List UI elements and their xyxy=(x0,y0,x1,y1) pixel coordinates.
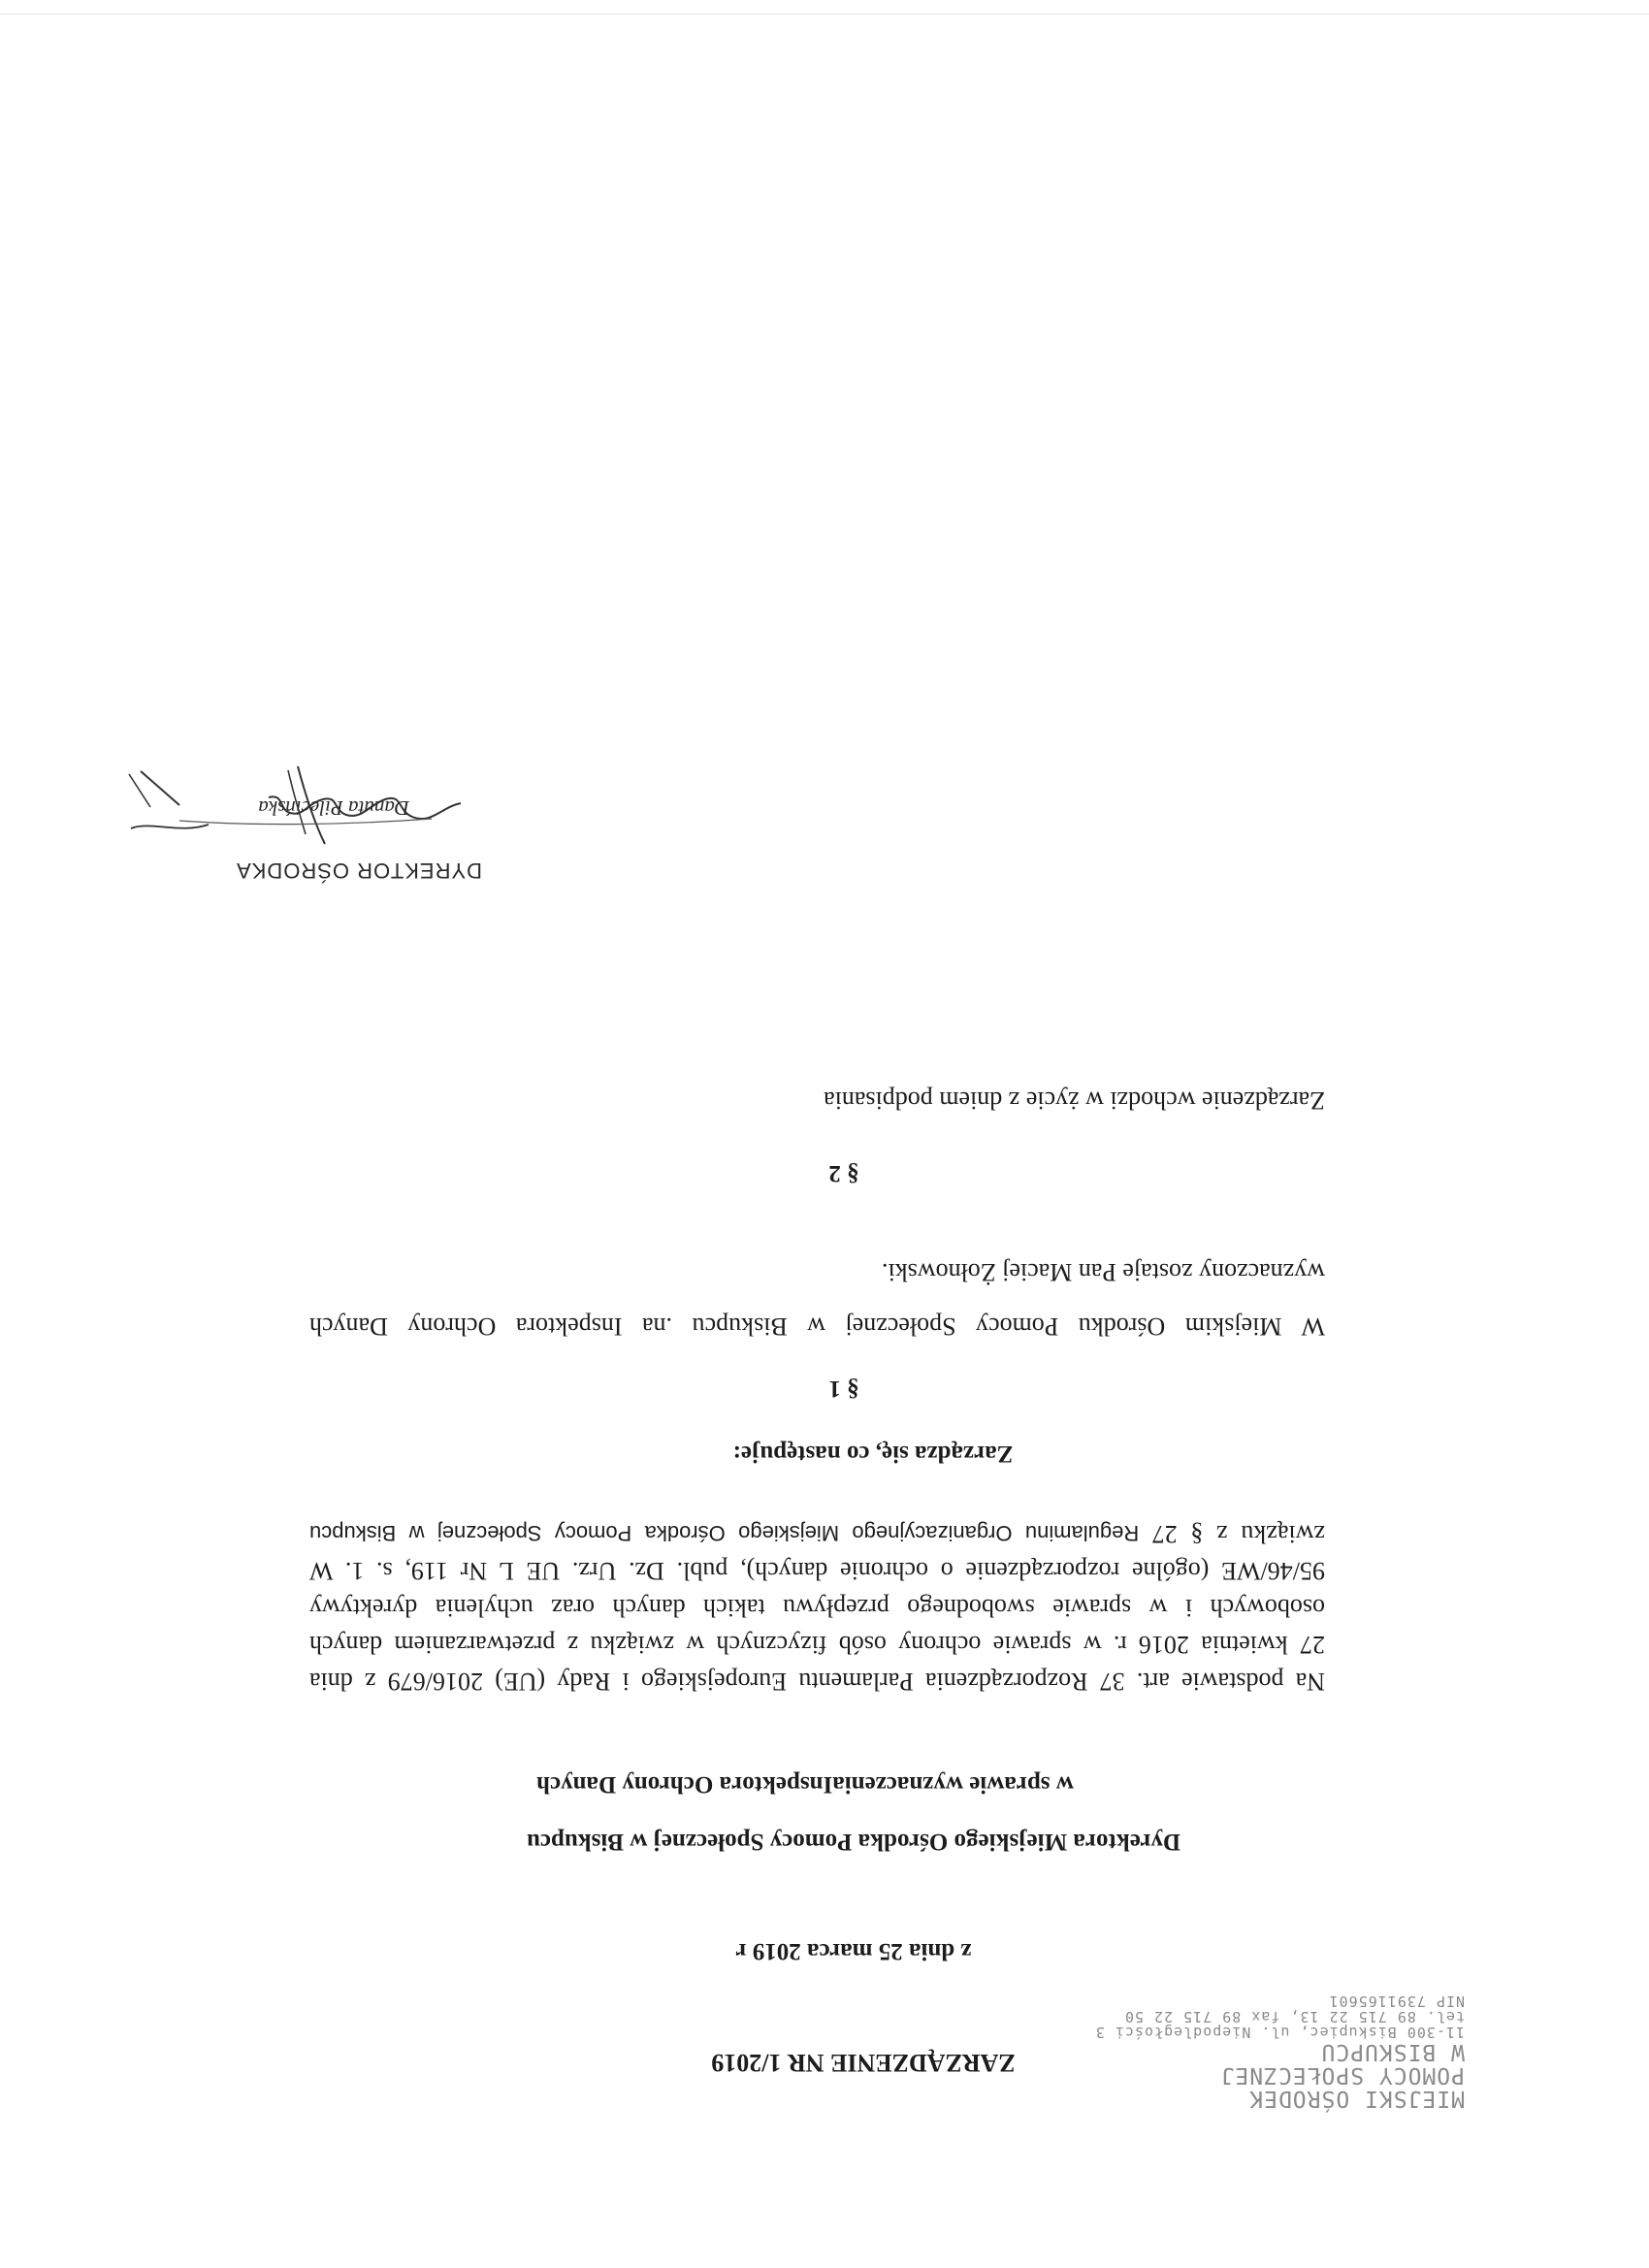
institution-stamp xyxy=(1094,1993,1465,2111)
paragraph-line xyxy=(309,1514,1325,1552)
paragraph-line: W Miejskim Ośrodku Pomocy Społecznej w Biskupcu .na Inspektora Ochrony Danych xyxy=(309,1312,1325,1341)
section-2-paragraph: Zarządzenie wchodzi w życie z dniem podpisania xyxy=(824,1086,1325,1115)
stamp-line: POMOCY SPOŁECZNEJ xyxy=(1219,2062,1465,2088)
document-date: z dnia 25 marca 2019 r xyxy=(735,1938,972,1964)
paragraph-line: wyznaczony zostaje Pan Maciej Żołnowski. xyxy=(881,1258,1325,1286)
document-number: ZARZĄDZENIE NR 1/2019 xyxy=(711,2049,1016,2077)
paragraph-line: osobowych i w sprawie swobodnego przepływu takich danych oraz uchylenia dyrektywy xyxy=(309,1594,1325,1622)
section-1-heading: § 1 xyxy=(828,1376,859,1402)
document-subject: w sprawie wyznaczeniaInspektora Ochrony Danych xyxy=(536,1771,1074,1798)
signer-name: Danuta Pilecińska xyxy=(258,796,409,820)
paragraph-line: 27 kwietnia 2016 r. w sprawie ochrony osób fizycznych w związku z przetwarzaniem danych xyxy=(309,1631,1325,1659)
stamp-line: MIEJSKI OŚRODEK xyxy=(1248,2086,1465,2111)
stamp-line: tel. 89 715 22 13, fax 89 715 22 50 xyxy=(1123,2008,1465,2025)
paragraph-line: 95/46/WE (ogólne rozporządzenie o ochronie danych), publ. Dz. Urz. UE L Nr 119, s. 1. W xyxy=(309,1557,1325,1585)
stamp-line: W BISKUPCU xyxy=(1320,2039,1465,2064)
section-2-heading: § 2 xyxy=(828,1160,859,1186)
stamp-line: NIP 7391165601 xyxy=(1328,1993,1465,2010)
director-title-stamp: DYREKTOR OŚRODKA xyxy=(236,859,482,883)
stamp-line: 11-300 Biskupiec, ul. Niepodległości 3 xyxy=(1094,2024,1465,2041)
paragraph-line-start: związku z § 27 xyxy=(1151,1520,1325,1548)
paragraph-line: Na podstawie art. 37 Rozporządzenia Parlamentu Europejskiego i Rady (UE) 2016/679 z dnia xyxy=(309,1668,1325,1696)
legal-basis-paragraph xyxy=(309,1514,1325,1700)
orders-heading: Zarządza się, co następuje: xyxy=(732,1441,1014,1467)
paragraph-line-rest: Regulaminu Organizacyjnego Miejskiego Ośrodka Pomocy Społecznej w Biskupcu xyxy=(309,1521,1140,1545)
section-1-paragraph xyxy=(309,1245,1325,1353)
document-issuer: Dyrektora Miejskiego Ośrodka Pomocy Społecznej w Biskupcu xyxy=(526,1829,1181,1855)
